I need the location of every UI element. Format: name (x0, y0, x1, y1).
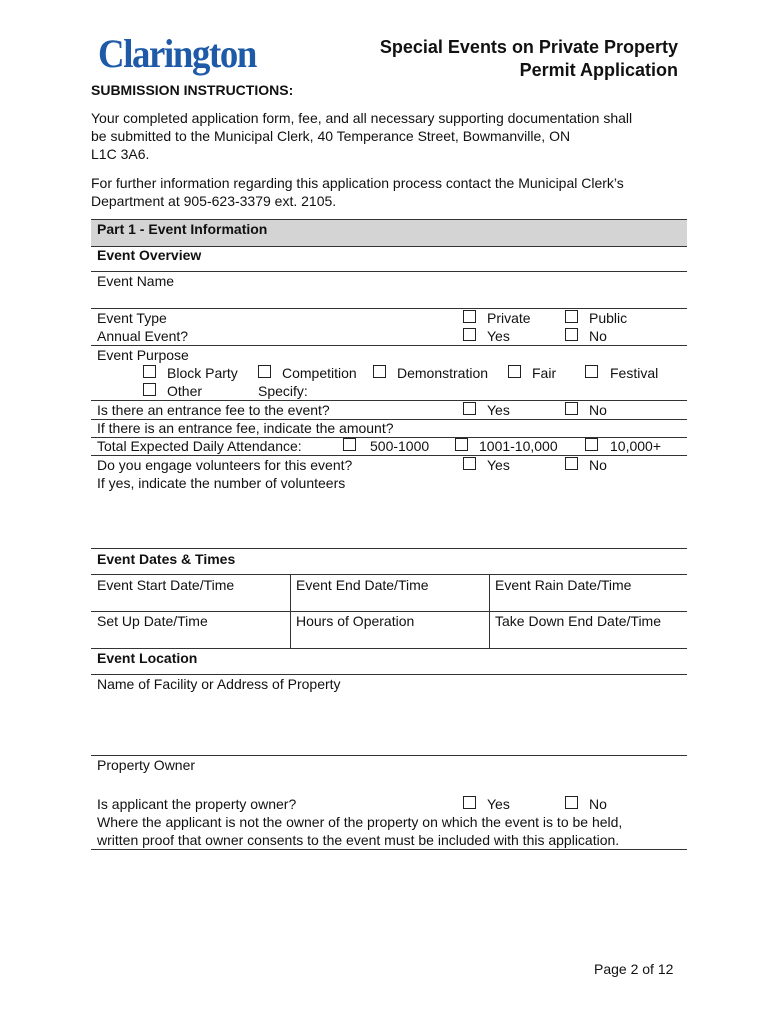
event-type-label: Event Type (97, 310, 167, 326)
annual-no-checkbox[interactable] (565, 328, 578, 341)
entrance-fee-label: Is there an entrance fee to the event? (97, 402, 330, 418)
contact-text: Department at 905-623-3379 ext. 2105. (91, 193, 337, 209)
is-owner-label: Is applicant the property owner? (97, 796, 297, 812)
event-overview-heading: Event Overview (97, 247, 202, 263)
form-title-line1: Special Events on Private Property (379, 37, 678, 57)
divider (91, 400, 687, 401)
divider (91, 648, 687, 649)
fee-amount-label: If there is an entrance fee, indicate the amount? (97, 420, 394, 436)
instructions-text: L1C 3A6. (91, 146, 150, 162)
volunteers-no-checkbox[interactable] (565, 457, 578, 470)
divider (91, 674, 687, 675)
other-checkbox[interactable] (143, 383, 156, 396)
event-name-label: Event Name (97, 273, 175, 289)
festival-checkbox[interactable] (585, 365, 598, 378)
property-owner-label: Property Owner (97, 757, 196, 773)
rain-datetime-field[interactable]: Event Rain Date/Time (495, 577, 632, 593)
att-1001-label: 1001-10,000 (479, 438, 558, 454)
annual-yes-label: Yes (487, 328, 510, 344)
event-purpose-label: Event Purpose (97, 347, 189, 363)
fair-label: Fair (532, 365, 557, 381)
att-500-label: 500-1000 (370, 438, 430, 454)
divider (91, 611, 687, 612)
divider (91, 271, 687, 272)
hours-field[interactable]: Hours of Operation (296, 613, 415, 629)
part1-title: Part 1 - Event Information (97, 221, 268, 237)
owner-no-label: No (589, 796, 607, 812)
takedown-datetime-field[interactable]: Take Down End Date/Time (495, 613, 661, 629)
private-label: Private (487, 310, 531, 326)
demonstration-label: Demonstration (397, 365, 489, 381)
volunteers-yes-checkbox[interactable] (463, 457, 476, 470)
setup-datetime-field[interactable]: Set Up Date/Time (97, 613, 208, 629)
volunteers-yes-label: Yes (487, 457, 510, 473)
instructions-text: Your completed application form, fee, and all necessary supporting documentation shall (91, 110, 633, 126)
fair-checkbox[interactable] (508, 365, 521, 378)
owner-consent-note: written proof that owner consents to the event must be included with this application. (97, 832, 620, 848)
block-party-checkbox[interactable] (143, 365, 156, 378)
att-1001-checkbox[interactable] (455, 438, 468, 451)
page-number: Page 2 of 12 (594, 961, 674, 977)
instructions-text: be submitted to the Municipal Clerk, 40 Temperance Street, Bowmanville, ON (91, 128, 571, 144)
facility-field[interactable] (91, 755, 687, 756)
public-checkbox[interactable] (565, 310, 578, 323)
fee-no-checkbox[interactable] (565, 402, 578, 415)
festival-label: Festival (610, 365, 659, 381)
divider (91, 849, 687, 850)
start-datetime-field[interactable]: Event Start Date/Time (97, 577, 235, 593)
owner-yes-checkbox[interactable] (463, 796, 476, 809)
att-10000-checkbox[interactable] (585, 438, 598, 451)
fee-no-label: No (589, 402, 607, 418)
instructions-heading: SUBMISSION INSTRUCTIONS: (91, 82, 294, 98)
owner-no-checkbox[interactable] (565, 796, 578, 809)
annual-no-label: No (589, 328, 607, 344)
fee-yes-label: Yes (487, 402, 510, 418)
volunteers-number-field[interactable] (91, 548, 687, 549)
divider (91, 345, 687, 346)
clarington-logo: Clarington (98, 31, 256, 76)
demonstration-checkbox[interactable] (373, 365, 386, 378)
other-label: Other (167, 383, 203, 399)
volunteers-label: Do you engage volunteers for this event? (97, 457, 353, 473)
contact-text: For further information regarding this application process contact the Municipal Clerk’s (91, 175, 624, 191)
divider (91, 574, 687, 575)
annual-event-label: Annual Event? (97, 328, 189, 344)
attendance-label: Total Expected Daily Attendance: (97, 438, 302, 454)
event-name-field[interactable] (91, 308, 687, 309)
event-dates-heading: Event Dates & Times (97, 551, 236, 567)
competition-checkbox[interactable] (258, 365, 271, 378)
block-party-label: Block Party (167, 365, 238, 381)
owner-consent-note: Where the applicant is not the owner of the property on which the event is to be held, (97, 814, 623, 830)
facility-label: Name of Facility or Address of Property (97, 676, 341, 692)
end-datetime-field[interactable]: Event End Date/Time (296, 577, 429, 593)
att-500-checkbox[interactable] (343, 438, 356, 451)
private-checkbox[interactable] (463, 310, 476, 323)
fee-yes-checkbox[interactable] (463, 402, 476, 415)
att-10000-label: 10,000+ (610, 438, 661, 454)
divider (91, 455, 687, 456)
volunteers-number-label: If yes, indicate the number of volunteers (97, 475, 346, 491)
specify-label: Specify: (258, 383, 308, 399)
public-label: Public (589, 310, 628, 326)
event-location-heading: Event Location (97, 650, 198, 666)
volunteers-no-label: No (589, 457, 607, 473)
form-title-line2: Permit Application (519, 60, 678, 80)
annual-yes-checkbox[interactable] (463, 328, 476, 341)
owner-yes-label: Yes (487, 796, 510, 812)
competition-label: Competition (282, 365, 357, 381)
